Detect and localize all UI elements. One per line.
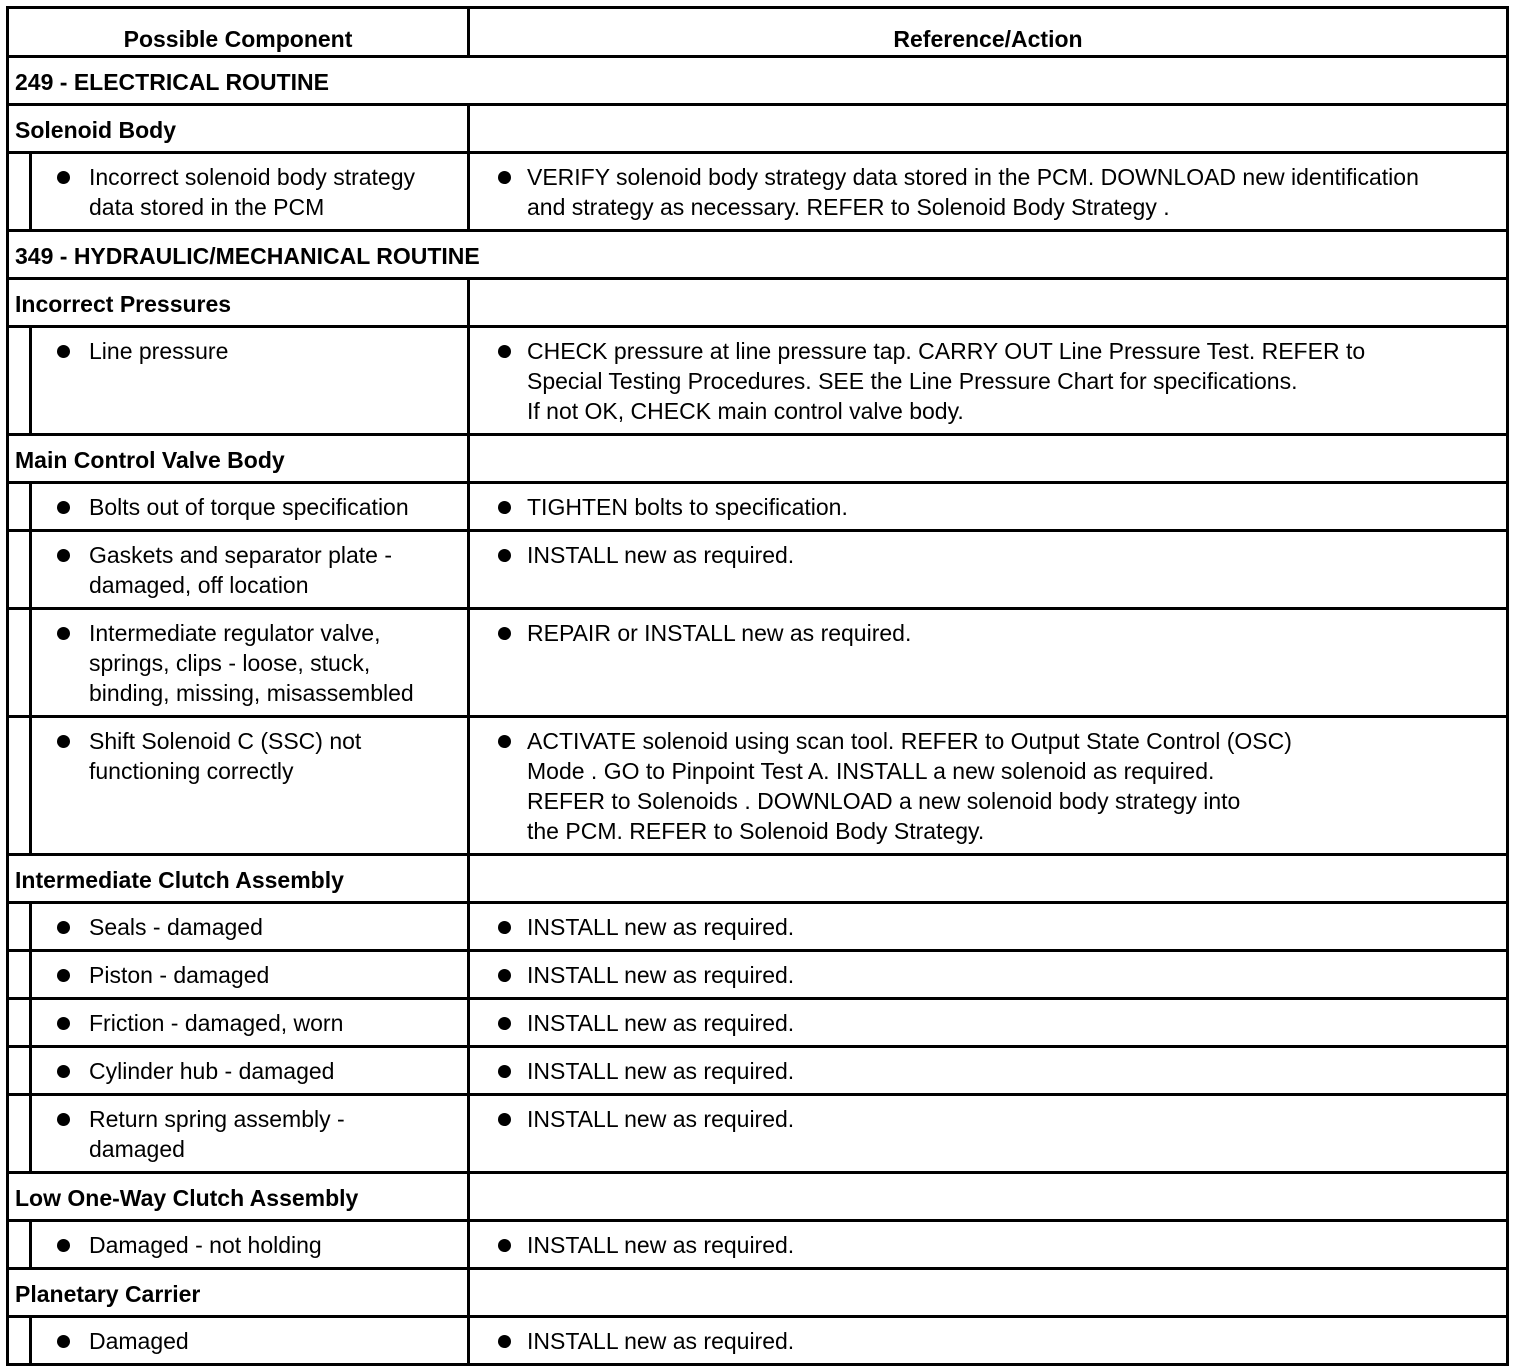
bullet-dot-icon — [498, 1239, 511, 1252]
action-bullet-item — [470, 1096, 1506, 1141]
component-bullet-item — [32, 1096, 467, 1171]
group-row — [8, 1269, 1508, 1317]
bullet-dot-icon — [57, 735, 70, 748]
indent-cell — [8, 903, 31, 951]
action-text: REPAIR or INSTALL new as required. — [527, 620, 912, 646]
action-cell — [469, 717, 1508, 855]
component-cell — [31, 903, 469, 951]
bullet-dot-icon — [498, 1335, 511, 1348]
bullet-dot-icon — [498, 921, 511, 934]
group-row — [8, 855, 1508, 903]
group-name: Main Control Valve Body — [8, 435, 469, 483]
action-text: INSTALL new as required. — [527, 914, 795, 940]
component-cell — [31, 609, 469, 717]
group-action-blank — [469, 105, 1508, 153]
group-name: Intermediate Clutch Assembly — [8, 855, 469, 903]
component-bullet-item — [32, 718, 467, 793]
component-cell — [31, 1221, 469, 1269]
action-bullet-item — [470, 610, 1506, 655]
item-row — [8, 153, 1508, 231]
action-text: ACTIVATE solenoid using scan tool. REFER to Output State Control (OSC) Mode . GO to Pinpoint Test A. INSTALL a new solenoid as required. REFER to Solenoids . DOWNLOAD a new solenoid body strategy into the PCM. REFER to Solenoid Body Strategy. — [527, 728, 1292, 844]
action-text: CHECK pressure at line pressure tap. CARRY OUT Line Pressure Test. REFER to Special Testing Procedures. SEE the Line Pressure Chart for specifications. If not OK, CHECK main control valve body. — [527, 338, 1366, 424]
group-name: Incorrect Pressures — [8, 279, 469, 327]
item-row — [8, 951, 1508, 999]
action-bullet-item — [470, 532, 1506, 577]
bullet-dot-icon — [498, 345, 511, 358]
bullet-dot-icon — [57, 1017, 70, 1030]
bullet-dot-icon — [57, 1335, 70, 1348]
component-bullet-item — [32, 154, 467, 229]
bullet-dot-icon — [57, 627, 70, 640]
component-bullet-item — [32, 484, 467, 529]
action-text: INSTALL new as required. — [527, 962, 795, 988]
action-cell — [469, 609, 1508, 717]
component-cell — [31, 1047, 469, 1095]
bullet-dot-icon — [57, 501, 70, 514]
component-text: Bolts out of torque specification — [89, 494, 409, 520]
bullet-dot-icon — [498, 735, 511, 748]
component-cell — [31, 531, 469, 609]
indent-cell — [8, 999, 31, 1047]
component-bullet-item — [32, 532, 467, 607]
bullet-dot-icon — [498, 1017, 511, 1030]
indent-cell — [8, 531, 31, 609]
bullet-dot-icon — [498, 549, 511, 562]
bullet-dot-icon — [57, 1065, 70, 1078]
action-cell — [469, 1047, 1508, 1095]
item-row — [8, 483, 1508, 531]
component-text: Damaged - not holding — [89, 1232, 322, 1258]
action-cell — [469, 153, 1508, 231]
component-cell — [31, 1317, 469, 1365]
item-row — [8, 1095, 1508, 1173]
action-text: VERIFY solenoid body strategy data stored in the PCM. DOWNLOAD new identification and strategy as necessary. REFER to Solenoid Body Strategy . — [527, 164, 1419, 220]
component-text: Cylinder hub - damaged — [89, 1058, 335, 1084]
action-bullet-item — [470, 484, 1506, 529]
component-text: Line pressure — [89, 338, 229, 364]
component-text: Piston - damaged — [89, 962, 270, 988]
bullet-dot-icon — [498, 627, 511, 640]
bullet-dot-icon — [57, 921, 70, 934]
component-text: Friction - damaged, worn — [89, 1010, 344, 1036]
header-component: Possible Component — [8, 8, 469, 57]
bullet-dot-icon — [57, 1113, 70, 1126]
indent-cell — [8, 1317, 31, 1365]
action-cell — [469, 951, 1508, 999]
indent-cell — [8, 483, 31, 531]
group-action-blank — [469, 1173, 1508, 1221]
item-row — [8, 1317, 1508, 1365]
component-text: Shift Solenoid C (SSC) not functioning correctly — [89, 728, 362, 784]
group-name: Solenoid Body — [8, 105, 469, 153]
action-cell — [469, 999, 1508, 1047]
action-bullet-item — [470, 1048, 1506, 1093]
component-cell — [31, 327, 469, 435]
action-cell — [469, 1221, 1508, 1269]
group-name: Planetary Carrier — [8, 1269, 469, 1317]
diagnosis-table-page — [6, 6, 1506, 1361]
action-text: INSTALL new as required. — [527, 542, 795, 568]
action-cell — [469, 1095, 1508, 1173]
group-action-blank — [469, 1269, 1508, 1317]
action-bullet-item — [470, 904, 1506, 949]
indent-cell — [8, 1047, 31, 1095]
action-cell — [469, 903, 1508, 951]
group-action-blank — [469, 435, 1508, 483]
bullet-dot-icon — [498, 1113, 511, 1126]
component-text: Seals - damaged — [89, 914, 263, 940]
diagnosis-table — [6, 6, 1509, 1366]
component-cell — [31, 483, 469, 531]
section-title: 349 - HYDRAULIC/MECHANICAL ROUTINE — [8, 231, 1508, 279]
indent-cell — [8, 153, 31, 231]
indent-cell — [8, 951, 31, 999]
bullet-dot-icon — [57, 549, 70, 562]
item-row — [8, 327, 1508, 435]
item-row — [8, 999, 1508, 1047]
group-row — [8, 435, 1508, 483]
indent-cell — [8, 717, 31, 855]
section-row — [8, 57, 1508, 105]
component-bullet-item — [32, 328, 467, 373]
component-bullet-item — [32, 1048, 467, 1093]
group-row — [8, 105, 1508, 153]
bullet-dot-icon — [57, 1239, 70, 1252]
action-bullet-item — [470, 154, 1506, 229]
component-bullet-item — [32, 904, 467, 949]
component-bullet-item — [32, 1000, 467, 1045]
section-title: 249 - ELECTRICAL ROUTINE — [8, 57, 1508, 105]
group-action-blank — [469, 855, 1508, 903]
item-row — [8, 717, 1508, 855]
action-bullet-item — [470, 1000, 1506, 1045]
action-text: INSTALL new as required. — [527, 1010, 795, 1036]
component-cell — [31, 999, 469, 1047]
action-text: INSTALL new as required. — [527, 1328, 795, 1354]
item-row — [8, 903, 1508, 951]
action-bullet-item — [470, 718, 1506, 853]
action-text: TIGHTEN bolts to specification. — [527, 494, 848, 520]
action-bullet-item — [470, 328, 1506, 433]
component-cell — [31, 153, 469, 231]
item-row — [8, 609, 1508, 717]
indent-cell — [8, 1221, 31, 1269]
action-text: INSTALL new as required. — [527, 1058, 795, 1084]
bullet-dot-icon — [57, 345, 70, 358]
action-cell — [469, 1317, 1508, 1365]
component-text: Return spring assembly - damaged — [89, 1106, 345, 1162]
action-cell — [469, 531, 1508, 609]
bullet-dot-icon — [57, 171, 70, 184]
bullet-dot-icon — [57, 969, 70, 982]
component-text: Gaskets and separator plate - damaged, off location — [89, 542, 392, 598]
bullet-dot-icon — [498, 1065, 511, 1078]
indent-cell — [8, 1095, 31, 1173]
action-bullet-item — [470, 1318, 1506, 1363]
component-text: Intermediate regulator valve, springs, clips - loose, stuck, binding, missing, misassembled — [89, 620, 414, 706]
component-text: Damaged — [89, 1328, 189, 1354]
section-row — [8, 231, 1508, 279]
item-row — [8, 1221, 1508, 1269]
action-text: INSTALL new as required. — [527, 1232, 795, 1258]
indent-cell — [8, 327, 31, 435]
header-row — [8, 8, 1508, 57]
header-action: Reference/Action — [469, 8, 1508, 57]
component-bullet-item — [32, 610, 467, 715]
component-bullet-item — [32, 1222, 467, 1267]
component-bullet-item — [32, 1318, 467, 1363]
action-cell — [469, 483, 1508, 531]
bullet-dot-icon — [498, 969, 511, 982]
action-text: INSTALL new as required. — [527, 1106, 795, 1132]
group-row — [8, 1173, 1508, 1221]
component-cell — [31, 951, 469, 999]
indent-cell — [8, 609, 31, 717]
item-row — [8, 531, 1508, 609]
component-cell — [31, 717, 469, 855]
group-row — [8, 279, 1508, 327]
item-row — [8, 1047, 1508, 1095]
table-body — [8, 57, 1508, 1365]
component-text: Incorrect solenoid body strategy data stored in the PCM — [89, 164, 416, 220]
group-action-blank — [469, 279, 1508, 327]
component-bullet-item — [32, 952, 467, 997]
action-bullet-item — [470, 952, 1506, 997]
component-cell — [31, 1095, 469, 1173]
action-bullet-item — [470, 1222, 1506, 1267]
action-cell — [469, 327, 1508, 435]
bullet-dot-icon — [498, 501, 511, 514]
bullet-dot-icon — [498, 171, 511, 184]
group-name: Low One-Way Clutch Assembly — [8, 1173, 469, 1221]
